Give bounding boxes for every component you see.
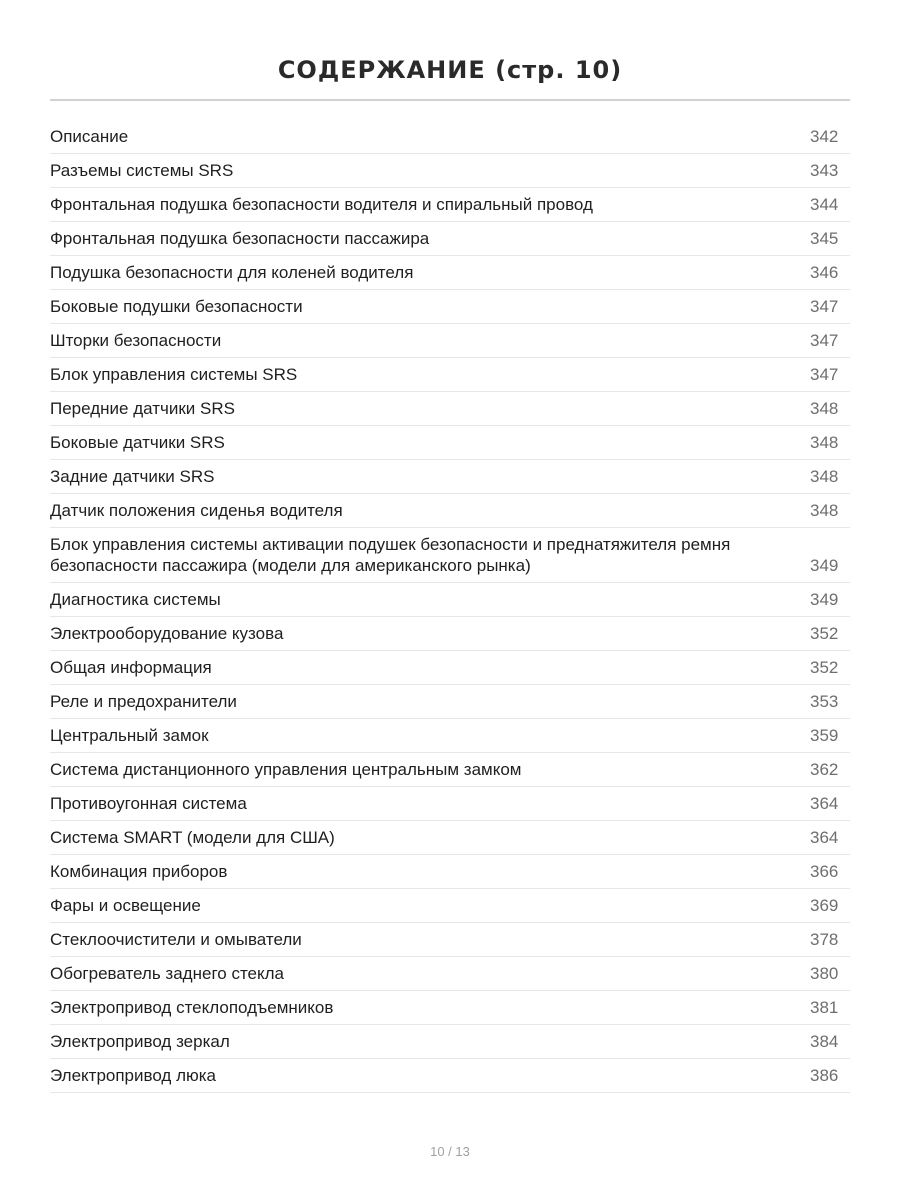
toc-entry-page: 366 (810, 862, 839, 881)
toc-entry-page: 364 (810, 794, 839, 813)
toc-entry-page: 384 (810, 1032, 839, 1051)
toc-entry-title: Диагностика системы (50, 590, 221, 609)
toc-entry[interactable] (50, 991, 850, 1025)
toc-entry-page: 386 (810, 1066, 839, 1085)
toc-entry-title: Датчик положения сиденья водителя (50, 501, 343, 520)
toc-entry[interactable] (50, 290, 850, 324)
toc-entry-page: 359 (810, 726, 839, 745)
toc-entry-title: Комбинация приборов (50, 862, 228, 881)
toc-entry-title: Электропривод люка (50, 1066, 217, 1085)
toc-entry[interactable] (50, 617, 850, 651)
toc-entry-page: 347 (810, 365, 839, 384)
toc-entry[interactable] (50, 1059, 850, 1093)
toc-entry[interactable] (50, 855, 850, 889)
toc-entry[interactable] (50, 821, 850, 855)
toc-entry-title: Боковые датчики SRS (50, 433, 225, 452)
toc-entry-title: Описание (50, 127, 129, 146)
toc-entry-page: 381 (810, 998, 839, 1017)
toc-entry-page: 349 (810, 590, 839, 609)
toc-entry[interactable] (50, 787, 850, 821)
toc-entry-page: 353 (810, 692, 839, 711)
toc-entry[interactable] (50, 358, 850, 392)
toc-entry-title: Блок управления системы активации подушек безопасности и преднатяжителя ремня безопасности пассажира (модели для американского рынка) (50, 535, 731, 575)
toc-entry-page: 348 (810, 399, 839, 418)
toc-entry[interactable] (50, 957, 850, 991)
toc-entry[interactable] (50, 392, 850, 426)
toc-entry-page: 352 (810, 624, 839, 643)
toc-entry[interactable] (50, 154, 850, 188)
toc-entry[interactable] (50, 222, 850, 256)
toc-entry-title: Обогреватель заднего стекла (50, 964, 284, 983)
toc-entry-page: 343 (810, 161, 839, 180)
toc-entry-page: 348 (810, 433, 839, 452)
toc-entry-page: 348 (810, 467, 839, 486)
toc-entry-page: 349 (810, 556, 839, 575)
toc-entry-title: Фронтальная подушка безопасности пассажира (50, 229, 430, 248)
toc-entry[interactable] (50, 188, 850, 222)
toc-entry-title: Блок управления системы SRS (50, 365, 298, 384)
toc-entry[interactable] (50, 583, 850, 617)
page-title: СОДЕРЖАНИЕ (стр. 10) (277, 56, 623, 85)
toc-entry-title: Подушка безопасности для коленей водителя (50, 263, 414, 282)
toc-entry-page: 380 (810, 964, 839, 983)
toc-entry-page: 345 (810, 229, 839, 248)
toc-entry-page: 344 (810, 195, 839, 214)
toc-entry-title: Боковые подушки безопасности (50, 297, 303, 316)
toc-entry-title: Электропривод зеркал (50, 1032, 230, 1051)
toc-entry[interactable] (50, 426, 850, 460)
toc-entry[interactable] (50, 1025, 850, 1059)
toc-entry-title: Стеклоочистители и омыватели (50, 930, 302, 949)
toc-entry-page: 378 (810, 930, 839, 949)
title-divider (50, 99, 850, 101)
toc-entry-page: 347 (810, 297, 839, 316)
toc-entry[interactable] (50, 651, 850, 685)
toc-entry-title: Разъемы системы SRS (50, 161, 234, 180)
toc-entry[interactable] (50, 528, 850, 583)
toc-entry-title: Система SMART (модели для США) (50, 828, 335, 847)
toc-entry-title: Центральный замок (50, 726, 209, 745)
toc-entry-title: Противоугонная система (50, 794, 247, 813)
toc-entry-title: Система дистанционного управления центральным замком (50, 760, 522, 779)
toc-entry-page: 348 (810, 501, 839, 520)
toc-entry[interactable] (50, 889, 850, 923)
toc-entry[interactable] (50, 256, 850, 290)
toc-entry-title: Фронтальная подушка безопасности водителя и спиральный провод (50, 195, 593, 214)
toc-entry[interactable] (50, 494, 850, 528)
toc-entry-page: 362 (810, 760, 839, 779)
toc-entry[interactable] (50, 120, 850, 154)
toc-entry[interactable] (50, 719, 850, 753)
toc-entry-title: Электрооборудование кузова (50, 624, 284, 643)
toc-entry-title: Фары и освещение (50, 896, 201, 915)
toc-entry[interactable] (50, 753, 850, 787)
toc-entry-page: 342 (810, 127, 839, 146)
toc-entry-page: 346 (810, 263, 839, 282)
toc-list (50, 120, 850, 1093)
toc-entry[interactable] (50, 460, 850, 494)
toc-entry-title: Шторки безопасности (50, 331, 222, 350)
toc-entry-title: Общая информация (50, 658, 212, 677)
toc-entry[interactable] (50, 685, 850, 719)
toc-entry-title: Задние датчики SRS (50, 467, 215, 486)
toc-entry[interactable] (50, 324, 850, 358)
toc-entry-page: 369 (810, 896, 839, 915)
toc-entry[interactable] (50, 923, 850, 957)
toc-entry-title: Электропривод стеклоподъемников (50, 998, 334, 1017)
toc-entry-title: Передние датчики SRS (50, 399, 235, 418)
toc-entry-title: Реле и предохранители (50, 692, 237, 711)
toc-entry-page: 364 (810, 828, 839, 847)
toc-entry-page: 352 (810, 658, 839, 677)
page-indicator: 10 / 13 (430, 1144, 470, 1159)
toc-entry-page: 347 (810, 331, 839, 350)
